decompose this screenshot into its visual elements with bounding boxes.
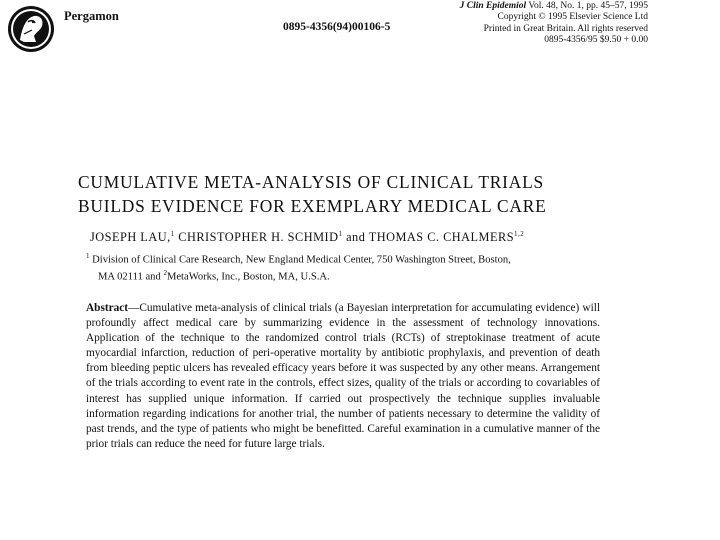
author-2-affil: 1 <box>338 230 343 238</box>
journal-details: Vol. 48, No. 1, pp. 45–57, 1995 <box>528 1 648 11</box>
affiliation-line-1 <box>86 250 606 267</box>
affiliations <box>86 250 606 284</box>
affiliation-2-text: MetaWorks, Inc., Boston, MA, U.S.A. <box>166 271 330 283</box>
pergamon-logo <box>6 4 56 54</box>
author-conjunction: and <box>346 230 366 245</box>
doi-code: 0895-4356(94)00106-5 <box>283 21 391 33</box>
journal-name: J Clin Epidemiol <box>459 1 527 11</box>
affiliation-line-2 <box>86 267 606 284</box>
author-1-affil: 1 <box>170 230 175 238</box>
issn-price: 0895-4356/95 $9.50 + 0.00 <box>544 35 648 46</box>
article-title <box>78 170 638 218</box>
title-line-1: CUMULATIVE META-ANALYSIS OF CLINICAL TRIALS <box>78 172 545 192</box>
abstract-text: —Cumulative meta-analysis of clinical trials (a Bayesian interpretation for accumulating evidence) will profoundly affect medical care by summarizing evidence in the assessment of technology innovations. Application of the technique to the randomized control trials (RCTs) of streptokinase treatment of acute myocardial infarction, reduction of peri-operative mortality by antibiotic prophylaxis, and prevention of death from bleeding peptic ulcers has revealed efficacy years before it was suspected by any other means. Arrangement of the trials according to event rate in the controls, effect sizes, quality of the trials or according to covariables of interest has supplied unique information. If carried out prospectively the technique supplies invaluable information regarding indications for another trial, the number of patients necessary to determine the validity of past trends, and the type of patients who might be benefitted. Careful examination in a cumulative manner of the prior trials can reduce the need for future large trials. <box>86 302 600 450</box>
author-3-affil: 1,2 <box>514 230 525 238</box>
author-3: THOMAS C. CHALMERS <box>368 230 515 245</box>
journal-citation <box>460 1 648 12</box>
affil-marker-2: 2 <box>163 269 167 278</box>
authors-line <box>90 230 524 245</box>
publisher-name: Pergamon <box>64 9 119 23</box>
affiliation-1-tail: MA 02111 and <box>98 271 161 283</box>
affil-marker-1: 1 <box>86 252 90 260</box>
abstract-label: Abstract <box>86 302 129 314</box>
abstract <box>86 301 600 452</box>
affiliation-1-text: Division of Clinical Care Research, New England Medical Center, 750 Washington Street, Boston, <box>92 254 511 266</box>
printed-line: Printed in Great Britain. All rights reserved <box>483 23 648 34</box>
title-line-2: BUILDS EVIDENCE FOR EXEMPLARY MEDICAL CARE <box>78 196 547 216</box>
author-1: JOSEPH LAU, <box>90 230 171 245</box>
copyright-line: Copyright © 1995 Elsevier Science Ltd <box>497 12 648 23</box>
journal-meta <box>460 1 648 47</box>
author-2: CHRISTOPHER H. SCHMID <box>178 230 339 245</box>
